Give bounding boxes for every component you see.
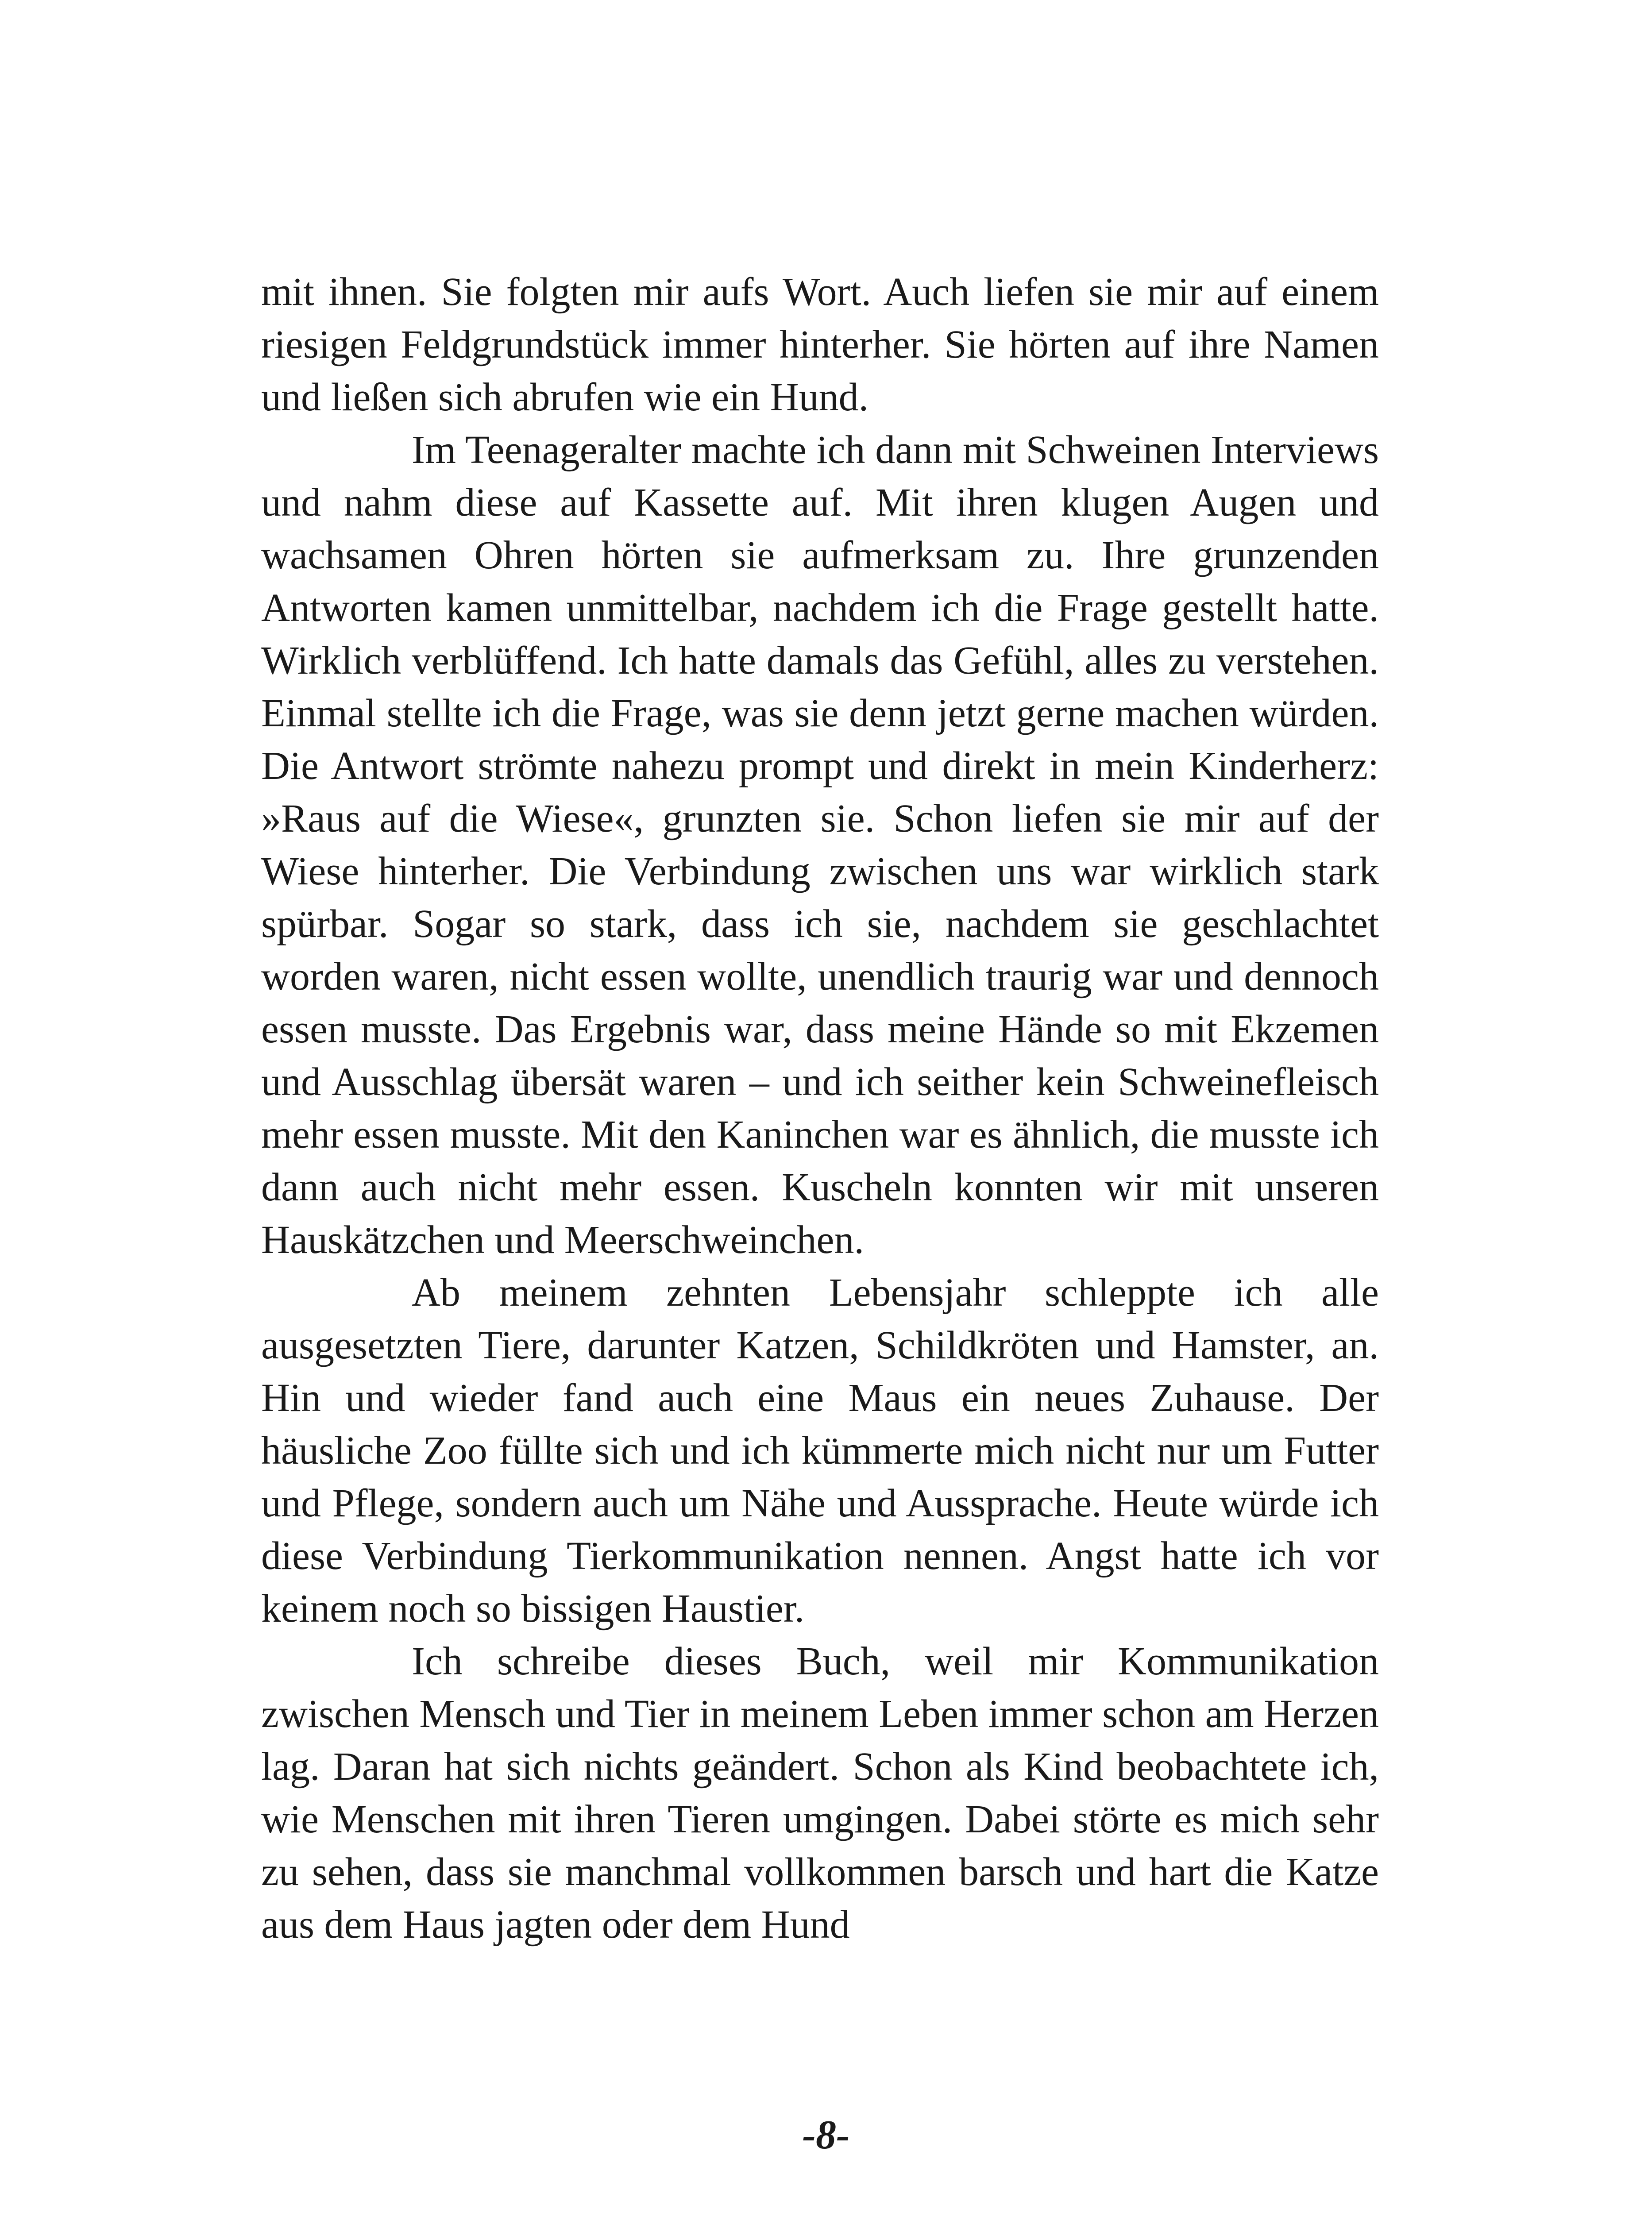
page-number: -8- bbox=[802, 2112, 850, 2157]
body-text bbox=[261, 266, 1379, 1951]
paragraph-continuation: mit ihnen. Sie folgten mir aufs Wort. Auch liefen sie mir auf einem riesigen Feldgrundstück immer hinterher. Sie hörten auf ihre Namen und ließen sich abrufen wie ein Hund. bbox=[261, 270, 1379, 419]
paragraph-book-motivation: Ich schreibe dieses Buch, weil mir Kommunikation zwischen Mensch und Tier in meinem Leben immer schon am Herzen lag. Daran hat sich nichts geändert. Schon als Kind beobachtete ich, wie Menschen mit ihren Tieren umgingen. Dabei störte es mich sehr zu sehen, dass sie manchmal vollkommen barsch und hart die Katze aus dem Haus jagten oder dem Hund bbox=[261, 1639, 1379, 1947]
paragraph-teenage-interviews: Im Teenageralter machte ich dann mit Schweinen Interviews und nahm diese auf Kassette auf. Mit ihren klugen Augen und wachsamen Ohren hörten sie aufmerksam zu. Ihre grunzenden Antworten kamen unmittelbar, nachdem ich die Frage gestellt hatte. Wirklich verblüffend. Ich hatte damals das Gefühl, alles zu verstehen. Einmal stellte ich die Frage, was sie denn jetzt gerne machen würden. Die Antwort strömte nahezu prompt und direkt in mein Kinderherz: »Raus auf die Wiese«, grunzten sie. Schon liefen sie mir auf der Wiese hinterher. Die Verbindung zwischen uns war wirklich stark spürbar. Sogar so stark, dass ich sie, nachdem sie geschlachtet worden waren, nicht essen wollte, unendlich traurig war und dennoch essen musste. Das Ergebnis war, dass meine Hände so mit Ekzemen und Ausschlag übersät waren – und ich seither kein Schweinefleisch mehr essen musste. Mit den Kaninchen war es ähnlich, die musste ich dann auch nicht mehr essen. Kuscheln konnten wir mit unseren Hauskätzchen und Meerschweinchen. bbox=[261, 428, 1379, 1262]
paragraph-rescued-animals: Ab meinem zehnten Lebensjahr schleppte ich alle ausgesetzten Tiere, darunter Katzen, Schildkröten und Hamster, an. Hin und wieder fand auch eine Maus ein neues Zuhause. Der häusliche Zoo füllte sich und ich kümmerte mich nicht nur um Futter und Pflege, sondern auch um Nähe und Aussprache. Heute würde ich diese Verbindung Tierkommunikation nennen. Angst hatte ich vor keinem noch so bissigen Haustier. bbox=[261, 1271, 1379, 1631]
